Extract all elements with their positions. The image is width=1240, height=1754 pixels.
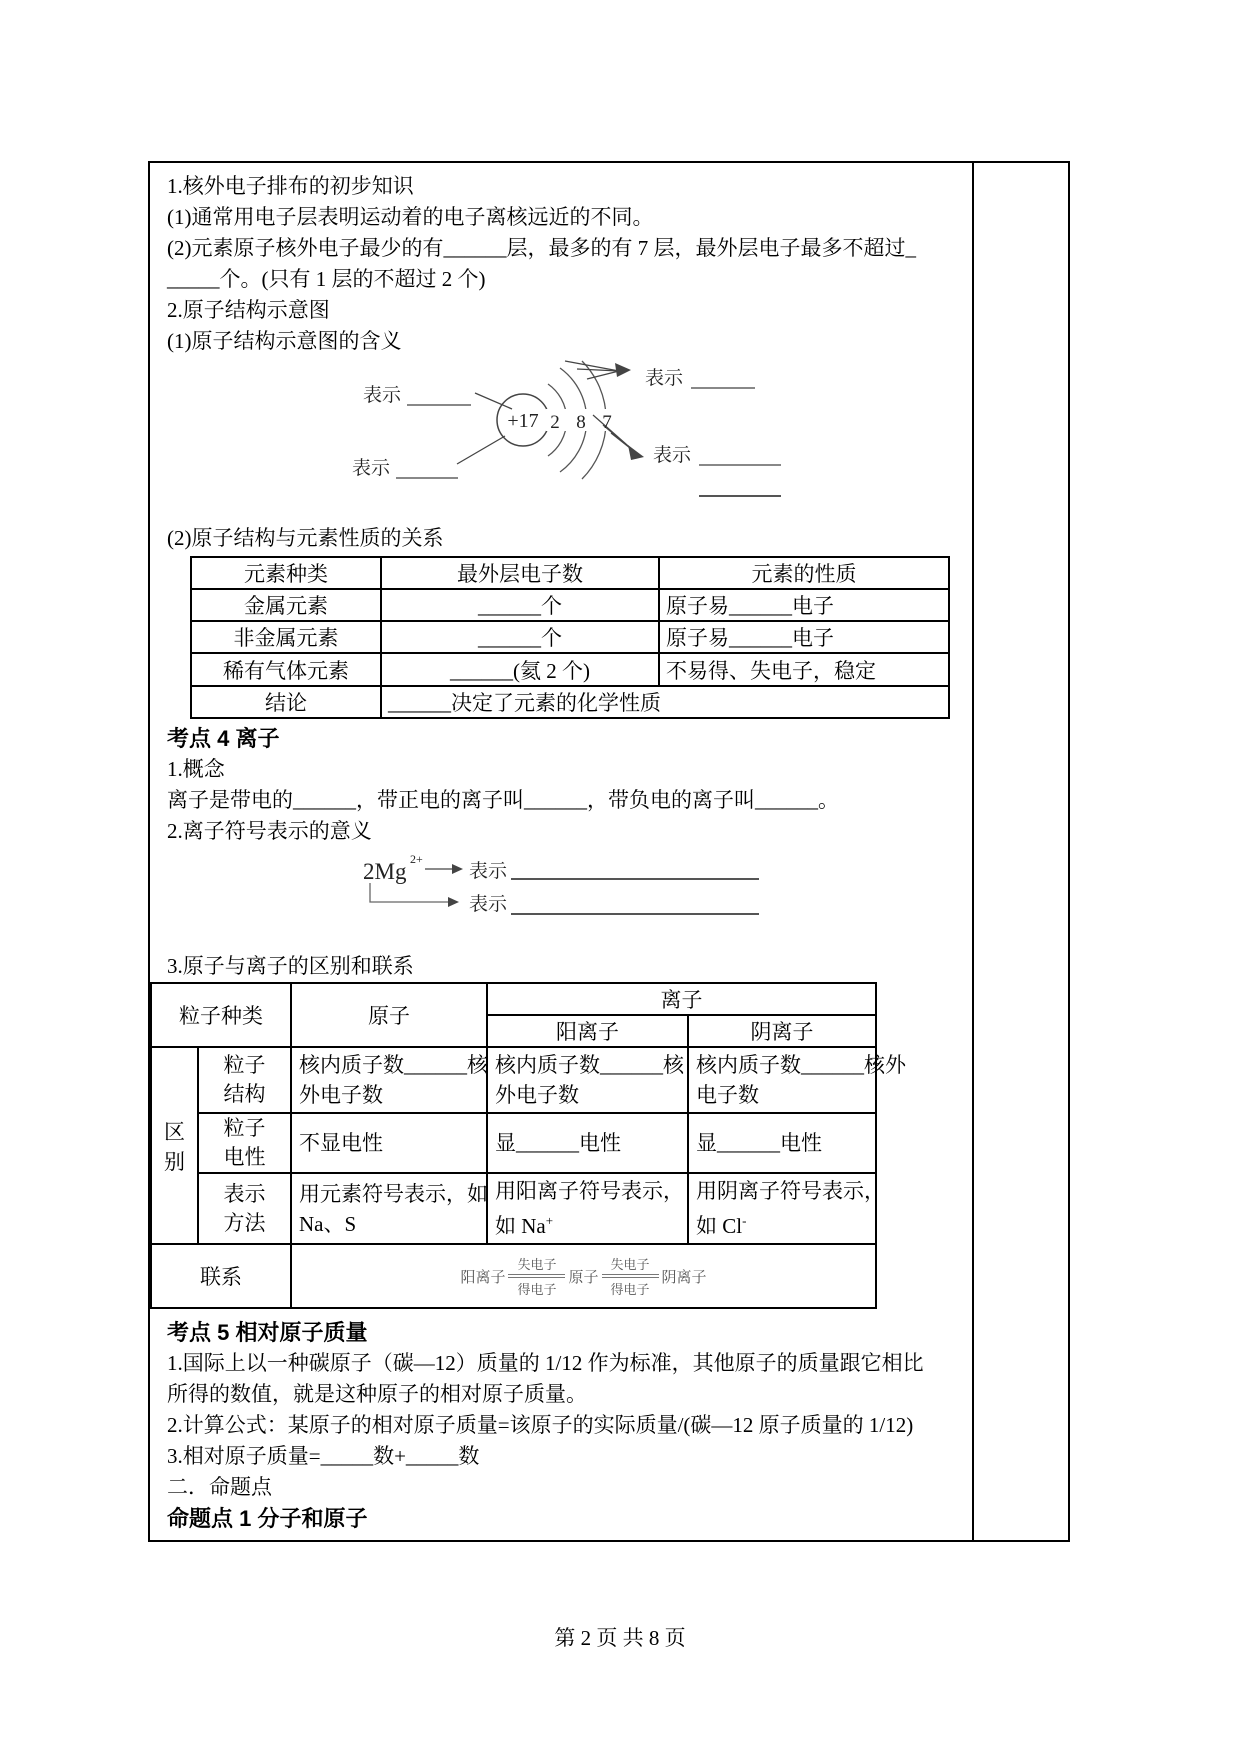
formula-atom: 原子 [568,1269,599,1286]
header-element-type: 元素种类 [191,557,381,589]
cell-link-label: 联系 [151,1244,291,1308]
paragraph: (1)通常用电子层表明运动着的电子离核远近的不同。 [167,205,654,229]
ion-charge-superscript: 2+ [410,852,423,866]
cell-structure-cation [487,1047,688,1113]
ion-symbol-diagram [167,847,962,947]
cell-line: 核内质子数______核外 [696,1053,906,1077]
ion-example-charge: + [545,1213,554,1228]
cell-line: 电子数 [696,1083,759,1107]
paragraph: 离子是带电的______，带正电的离子叫______，带负电的离子叫______。 [167,788,839,812]
cell-line: 用元素符号表示，如 [299,1181,488,1206]
cell-structure-atom [291,1047,487,1113]
header-element-property: 元素的性质 [659,557,949,589]
cell-line: 核内质子数______核 [299,1053,488,1077]
atom-structure-svg [167,357,962,507]
shell-count-3: 7 [602,412,612,433]
shell-count-1: 2 [550,412,560,433]
ion-example-text: 如 Cl [696,1214,743,1238]
cell-metal-property: 原子易______电子 [659,589,949,621]
section-heading-mingtidian1: 命题点 1 分子和原子 [167,1506,368,1531]
arrow-right-icon [452,864,463,874]
paragraph: (2)原子结构与元素性质的关系 [167,526,444,550]
table-header-row [191,557,949,589]
worksheet-frame [148,161,1070,1542]
cell-structure-label [198,1047,291,1113]
cell-line: Na、S [299,1211,357,1236]
electron-transfer-connector [508,1254,565,1298]
paragraph: (2)元素原子核外电子最少的有______层，最多的有 7 层，最外层电子最多不超过_ [167,236,916,260]
cell-difference-group: 区别 [151,1047,198,1244]
label-bottom-right: 表示 [653,445,692,466]
header-particle-type: 粒子种类 [151,983,291,1047]
cell-line: 核内质子数______核 [495,1053,684,1077]
ion-example-text: 如 Na [495,1214,546,1238]
lose-electron-label: 失电子 [602,1254,659,1275]
table-row [191,653,949,686]
meaning-label-1: 表示 [469,861,508,882]
paragraph: 1.概念 [167,757,225,781]
table-row-notation [151,1173,876,1244]
arrow-bottom-right-icon [628,445,644,460]
cell-conclusion-value: ______决定了元素的化学性质 [381,686,949,718]
paragraph: 2.原子结构示意图 [167,298,330,322]
nucleus-charge-label: +17 [507,410,539,432]
paragraph: 3.原子与离子的区别和联系 [167,954,414,978]
arrow-right-icon [448,897,459,907]
cell-metal-electrons: ______个 [381,589,659,621]
table-row-link [151,1244,876,1308]
paragraph: 2.离子符号表示的意义 [167,819,372,843]
cell-line: 用阳离子符号表示， [495,1179,684,1203]
cell-metal: 金属元素 [191,589,381,621]
cell-charge-atom: 不显电性 [291,1113,487,1173]
electron-transfer-connector [602,1254,659,1298]
paragraph: 1.核外电子排布的初步知识 [167,174,414,198]
table-row-structure [151,1047,876,1113]
cell-line: 外电子数 [299,1083,383,1107]
cell-notation-anion [688,1173,885,1244]
cell-line [696,1206,868,1241]
row-label-text: 表示方法 [223,1181,266,1235]
meaning-label-2: 表示 [469,894,508,915]
table-header-row [151,983,876,1015]
cell-line: 用阴离子符号表示， [696,1179,885,1203]
element-properties-table [190,556,950,719]
table-conclusion-row [191,686,949,718]
table-row [191,621,949,653]
paragraph: 所得的数值，就是这种原子的相对原子质量。 [167,1382,587,1406]
cell-charge-label [198,1113,291,1173]
cell-notation-label [198,1173,291,1244]
paragraph: _____个。(只有 1 层的不超过 2 个) [167,267,486,291]
header-atom: 原子 [291,983,487,1047]
page-number-footer: 第 2 页 共 8 页 [554,1626,686,1650]
paragraph: (1)原子结构示意图的含义 [167,329,402,353]
cell-nonmetal-property: 原子易______电子 [659,621,949,653]
paragraph: 3.相对原子质量=_____数+_____数 [167,1444,480,1468]
atom-ion-comparison-table [150,982,906,1309]
cell-nonmetal: 非金属元素 [191,621,381,653]
ion-symbol: 2Mg [363,859,407,884]
cell-charge-anion: 显______电性 [688,1113,876,1173]
label-bottom-left: 表示 [352,458,391,479]
gain-electron-label: 得电子 [508,1277,565,1298]
cell-line [495,1206,680,1241]
label-top-right: 表示 [645,368,684,389]
table-row-charge [151,1113,876,1173]
cell-noble-gas-property: 不易得、失电子，稳定 [659,653,949,686]
row-label-text: 粒子电性 [223,1116,266,1169]
cell-charge-cation: 显______电性 [487,1113,688,1173]
cell-notation-cation [487,1173,688,1244]
ion-atom-conversion-formula [298,1254,869,1298]
cell-nonmetal-electrons: ______个 [381,621,659,653]
cell-notation-atom [291,1173,487,1244]
ion-example-charge: - [742,1213,747,1228]
main-content-column [150,163,974,1540]
row-label-text: 粒子结构 [223,1053,266,1106]
cell-noble-gas: 稀有气体元素 [191,653,381,686]
cell-link-formula [291,1244,876,1308]
gain-electron-label: 得电子 [602,1277,659,1298]
header-anion: 阴离子 [688,1015,876,1047]
table-row [191,589,949,621]
label-top-left: 表示 [363,385,402,406]
cell-conclusion-label: 结论 [191,686,381,718]
formula-anion: 阴离子 [661,1269,707,1286]
ion-symbol-svg [167,847,962,947]
paragraph: 二．命题点 [167,1475,272,1499]
cell-structure-anion [688,1047,906,1113]
formula-cation: 阳离子 [460,1269,506,1286]
header-outer-electrons: 最外层电子数 [381,557,659,589]
arrow-top-right-icon [615,363,631,377]
paragraph: 2.计算公式：某原子的相对原子质量=该原子的实际质量/(碳—12 原子质量的 1/12) [167,1413,914,1437]
lose-electron-label: 失电子 [508,1254,565,1275]
section-heading-kaodian5: 考点 5 相对原子质量 [167,1320,368,1345]
section-heading-kaodian4: 考点 4 离子 [167,726,280,751]
cell-line: 外电子数 [495,1083,579,1107]
shell-count-2: 8 [576,412,586,433]
paragraph: 1.国际上以一种碳原子（碳—12）质量的 1/12 作为标准，其他原子的质量跟它相比 [167,1351,924,1375]
atom-structure-diagram [167,357,962,507]
header-ion: 离子 [487,983,876,1015]
cell-noble-gas-electrons: ______(氦 2 个) [381,653,659,686]
header-cation: 阳离子 [487,1015,688,1047]
